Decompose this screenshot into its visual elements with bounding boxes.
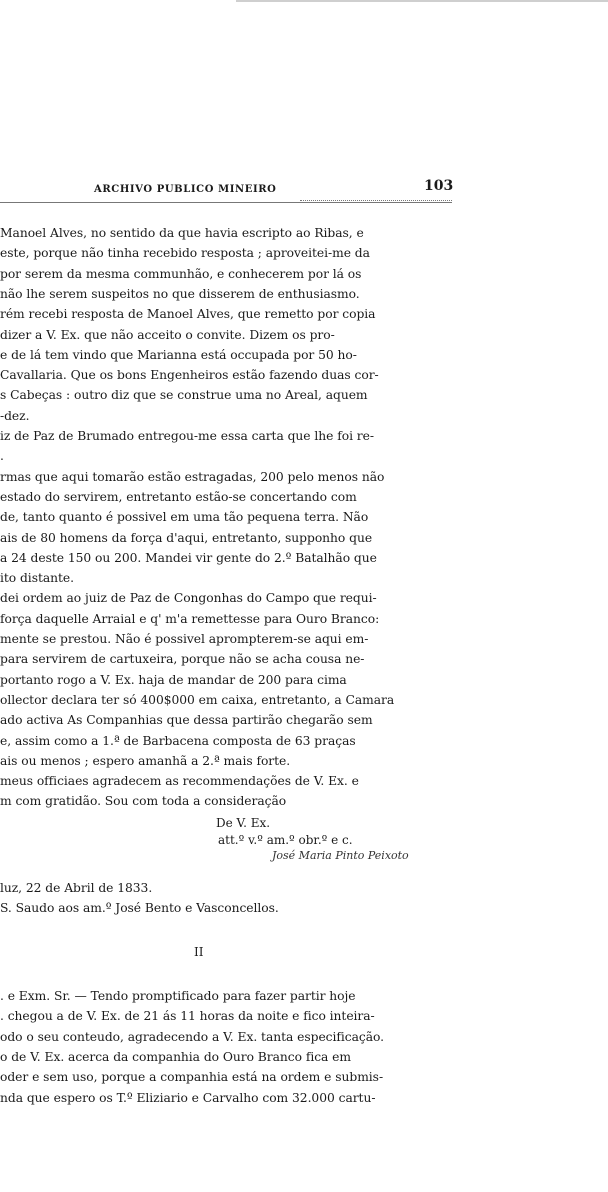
text-line: a 24 deste 150 ou 200. Mandei vir gente do 2.º Batalhão que (0, 550, 377, 565)
header-rule-dotted (300, 200, 452, 201)
text-line: e, assim como a 1.ª de Barbacena composta de 63 praças (0, 733, 356, 748)
signature: José Maria Pinto Peixoto (272, 849, 409, 862)
text-line: estado do servirem, entretanto estão-se concertando com (0, 489, 357, 504)
text-line: dizer a V. Ex. que não acceito o convite. Dizem os pro- (0, 327, 335, 342)
section-numeral: II (194, 945, 204, 959)
text-line: este, porque não tinha recebido resposta ; aproveitei-me da (0, 246, 370, 261)
text-line: meus officiaes agradecem as recommendações de V. Ex. e (0, 774, 359, 789)
text-line: portanto rogo a V. Ex. haja de mandar de 200 para cima (0, 672, 347, 687)
header-rule (0, 202, 452, 203)
running-title: ARCHIVO PUBLICO MINEIRO (94, 184, 277, 195)
text-line: Cavallaria. Que os bons Engenheiros estão fazendo duas cor- (0, 368, 379, 383)
text-line: iz de Paz de Brumado entregou-me essa carta que lhe foi re- (0, 429, 374, 443)
text-line: ito distante. (0, 571, 74, 586)
text-line: -dez. (0, 408, 30, 423)
text-line: de, tanto quanto é possivel em uma tão pequena terra. Não (0, 510, 369, 525)
text-line: s Cabeças : outro diz que se construe uma no Areal, aquem (0, 388, 368, 403)
text-line: odo o seu conteudo, agradecendo a V. Ex. tanta especificação. (0, 1029, 385, 1044)
greeting-line: S. Saudo aos am.º José Bento e Vasconcellos. (0, 901, 279, 915)
page-number: 103 (424, 178, 454, 194)
top-edge-rule (236, 0, 608, 2)
text-line: para servirem de cartuxeira, porque não se acha cousa ne- (0, 652, 365, 667)
text-line: por serem da mesma communhão, e conhecerem por lá os (0, 266, 362, 281)
text-line: rmas que aqui tomarão estão estragadas, 200 pelo menos não (0, 469, 385, 484)
closing-salutation: De V. Ex. (216, 816, 271, 830)
text-line: força daquelle Arraial e q' m'a remettesse para Ouro Branco: (0, 611, 380, 626)
place-date-line: luz, 22 de Abril de 1833. (0, 881, 153, 895)
text-line: . (0, 449, 4, 464)
text-line: o de V. Ex. acerca da companhia do Ouro Branco fica em (0, 1049, 352, 1064)
text-line: . chegou a de V. Ex. de 21 ás 11 horas da noite e fico inteira- (0, 1009, 375, 1024)
text-line: . e Exm. Sr. — Tendo promptificado para fazer partir hoje (0, 989, 356, 1003)
running-header (0, 176, 608, 198)
text-line: dei ordem ao juiz de Paz de Congonhas do Campo que requi- (0, 591, 377, 606)
text-line: nda que espero os T.º Eliziario e Carvalho com 32.000 cartu- (0, 1090, 376, 1105)
text-line: oder e sem uso, porque a companhia está na ordem e submis- (0, 1070, 384, 1085)
text-line: ollector declara ter só 400$000 em caixa, entretanto, a Camara (0, 692, 395, 707)
text-line: m com gratidão. Sou com toda a consideração (0, 794, 287, 809)
text-line: rém recebi resposta de Manoel Alves, que remetto por copia (0, 307, 376, 322)
text-line: Manoel Alves, no sentido da que havia escripto ao Ribas, e (0, 226, 364, 240)
text-line: ais ou menos ; espero amanhã a 2.ª mais forte. (0, 753, 291, 768)
closing-formula: att.º v.º am.º obr.º e c. (218, 833, 353, 847)
text-line: e de lá tem vindo que Marianna está occupada por 50 ho- (0, 347, 357, 362)
text-line: não lhe serem suspeitos no que disserem de enthusiasmo. (0, 286, 360, 301)
text-line: mente se prestou. Não é possivel aprompterem-se aqui em- (0, 632, 369, 646)
text-line: ais de 80 homens da força d'aqui, entretanto, supponho que (0, 530, 373, 545)
text-line: ado activa As Companhias que dessa partirão chegarão sem (0, 713, 373, 728)
